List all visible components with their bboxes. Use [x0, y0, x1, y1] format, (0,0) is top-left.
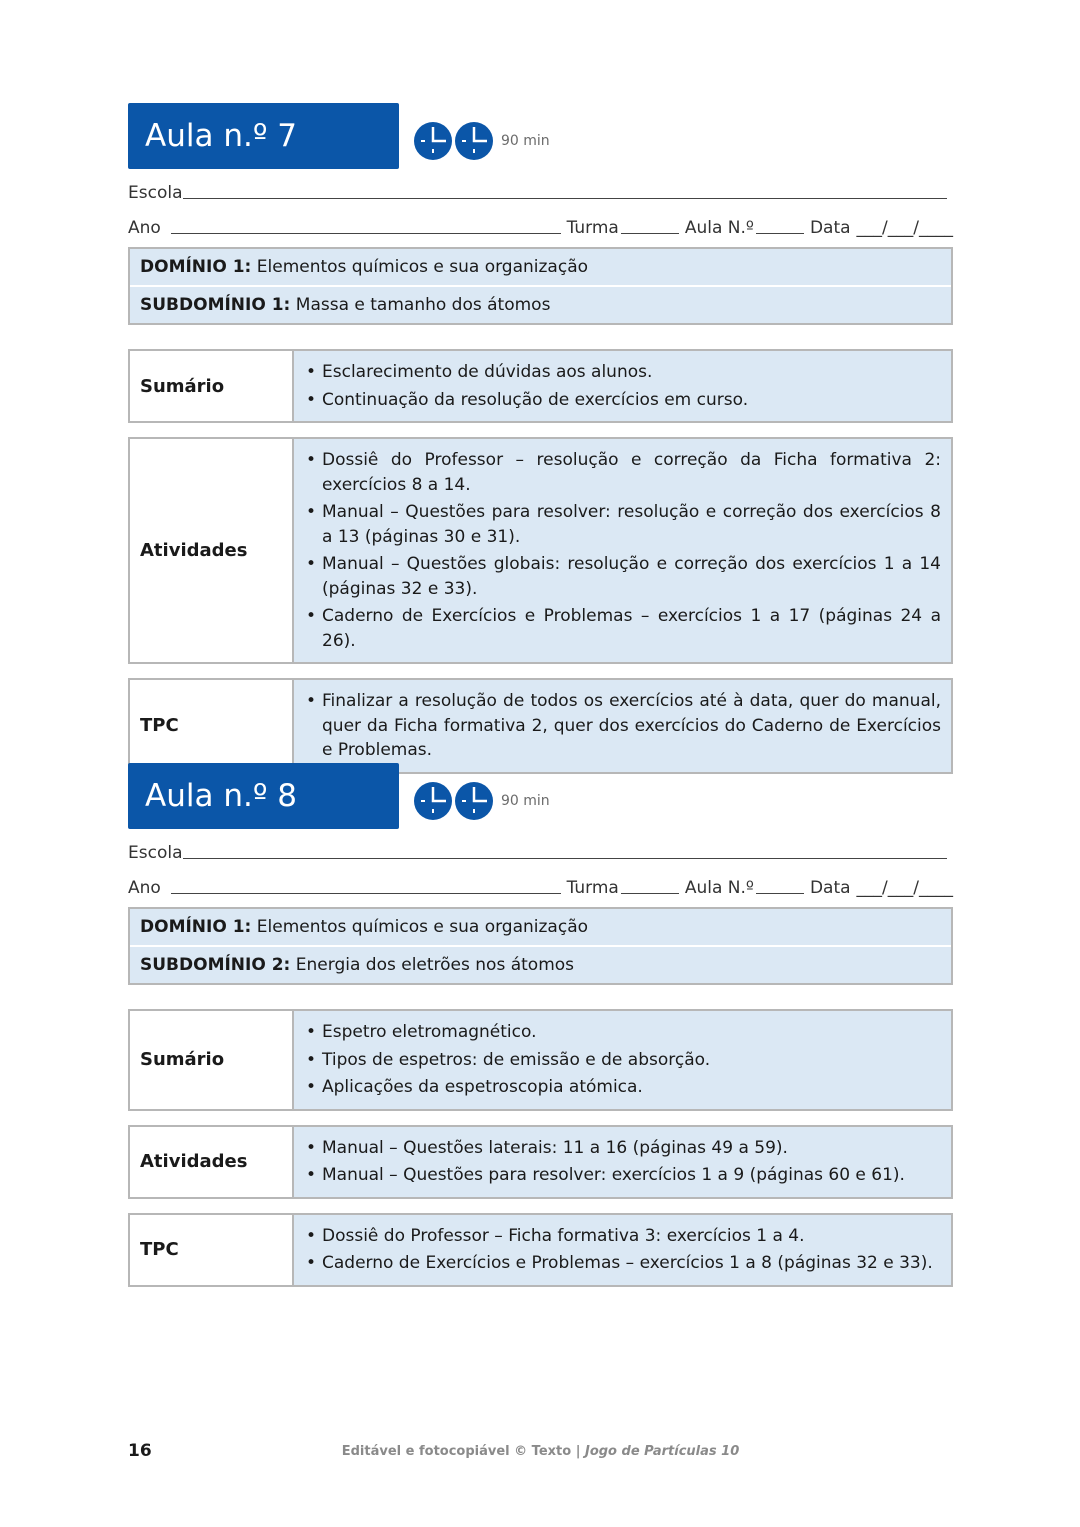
- activities-label: Atividades: [130, 1127, 294, 1197]
- activities-block: [128, 1125, 953, 1199]
- subdomain-row: [130, 945, 951, 983]
- class-field[interactable]: [621, 232, 679, 234]
- year-field[interactable]: [171, 232, 561, 234]
- list-item: • Manual – Questões laterais: 11 a 16 (páginas 49 a 59).: [304, 1136, 941, 1161]
- domain-text: Elementos químicos e sua organização: [256, 917, 589, 937]
- lesson-number-field[interactable]: [756, 232, 804, 234]
- subdomain-text: Energia dos eletrões nos átomos: [295, 955, 575, 975]
- domain-row: [130, 909, 951, 945]
- lesson-7: [128, 103, 953, 774]
- subdomain-text: Massa e tamanho dos átomos: [295, 295, 551, 315]
- list-item: • Finalizar a resolução de todos os exercícios até à data, quer do manual, quer da Ficha formativa 2, quer dos exercícios do Caderno de Exercícios e Problemas.: [304, 689, 941, 763]
- school-line: [128, 171, 953, 206]
- school-field[interactable]: [183, 857, 948, 859]
- school-line: [128, 831, 953, 866]
- lesson-8: [128, 763, 953, 1287]
- year-line: [128, 866, 953, 901]
- domain-box: [128, 907, 953, 985]
- subdomain-label: SUBDOMÍNIO 2:: [140, 955, 291, 975]
- lesson-number-field[interactable]: [756, 892, 804, 894]
- duration-indicator: [413, 781, 550, 821]
- summary-block: [128, 349, 953, 423]
- list-item: • Dossiê do Professor – resolução e correção da Ficha formativa 2: exercícios 8 a 14.: [304, 448, 941, 497]
- book-title: Jogo de Partículas 10: [584, 1444, 740, 1459]
- class-field[interactable]: [621, 892, 679, 894]
- lesson-header: [128, 103, 953, 171]
- domain-text: Elementos químicos e sua organização: [256, 257, 589, 277]
- lesson-title: Aula n.º 8: [128, 763, 399, 829]
- lesson-title: Aula n.º 7: [128, 103, 399, 169]
- copyright-notice: [128, 1444, 953, 1459]
- lesson-number-label: Aula N.º: [684, 878, 754, 898]
- list-item: • Manual – Questões globais: resolução e correção dos exercícios 1 a 14 (páginas 32 e 33).: [304, 552, 941, 601]
- duration-label: 90 min: [501, 793, 550, 809]
- list-item: • Caderno de Exercícios e Problemas – exercícios 1 a 17 (páginas 24 a 26).: [304, 604, 941, 653]
- domain-label: DOMÍNIO 1:: [140, 917, 252, 937]
- school-label: Escola: [128, 183, 183, 203]
- activities-label: Atividades: [130, 439, 294, 662]
- date-label: Data: [809, 218, 851, 238]
- clock-icon: [413, 121, 495, 161]
- clock-icon: [413, 781, 495, 821]
- list-item: • Dossiê do Professor – Ficha formativa 3: exercícios 1 a 4.: [304, 1224, 941, 1249]
- page-footer: [128, 1441, 953, 1465]
- subdomain-row: [130, 285, 951, 323]
- list-item: • Manual – Questões para resolver: resolução e correção dos exercícios 8 a 13 (páginas 30 e 31).: [304, 500, 941, 549]
- homework-block: [128, 678, 953, 774]
- date-field[interactable]: ___/___/____: [856, 878, 953, 898]
- school-label: Escola: [128, 843, 183, 863]
- list-item: • Espetro eletromagnético.: [304, 1020, 941, 1045]
- list-item: • Esclarecimento de dúvidas aos alunos.: [304, 360, 941, 385]
- lesson-header: [128, 763, 953, 831]
- summary-label: Sumário: [130, 351, 294, 421]
- duration-label: 90 min: [501, 133, 550, 149]
- year-field[interactable]: [171, 892, 561, 894]
- domain-label: DOMÍNIO 1:: [140, 257, 252, 277]
- page-number: 16: [128, 1441, 152, 1461]
- year-label: Ano: [128, 218, 161, 238]
- summary-block: [128, 1009, 953, 1111]
- homework-label: TPC: [130, 680, 294, 772]
- class-label: Turma: [566, 878, 619, 898]
- homework-block: [128, 1213, 953, 1287]
- lesson-number-label: Aula N.º: [684, 218, 754, 238]
- list-item: • Caderno de Exercícios e Problemas – exercícios 1 a 8 (páginas 32 e 33).: [304, 1251, 941, 1276]
- domain-box: [128, 247, 953, 325]
- date-field[interactable]: ___/___/____: [856, 218, 953, 238]
- activities-block: [128, 437, 953, 664]
- date-label: Data: [809, 878, 851, 898]
- domain-row: [130, 249, 951, 285]
- list-item: • Tipos de espetros: de emissão e de absorção.: [304, 1048, 941, 1073]
- year-line: [128, 206, 953, 241]
- homework-label: TPC: [130, 1215, 294, 1285]
- list-item: • Continuação da resolução de exercícios em curso.: [304, 388, 941, 413]
- copyright-text: Editável e fotocopiável © Texto |: [341, 1444, 585, 1459]
- school-field[interactable]: [183, 197, 948, 199]
- class-label: Turma: [566, 218, 619, 238]
- list-item: • Manual – Questões para resolver: exercícios 1 a 9 (páginas 60 e 61).: [304, 1163, 941, 1188]
- list-item: • Aplicações da espetroscopia atómica.: [304, 1075, 941, 1100]
- summary-label: Sumário: [130, 1011, 294, 1109]
- duration-indicator: [413, 121, 550, 161]
- subdomain-label: SUBDOMÍNIO 1:: [140, 295, 291, 315]
- year-label: Ano: [128, 878, 161, 898]
